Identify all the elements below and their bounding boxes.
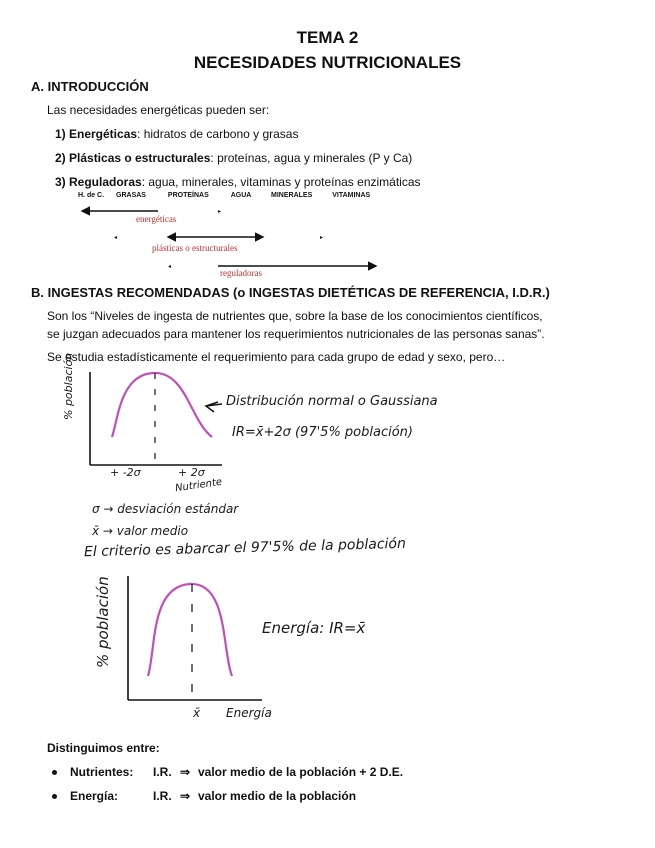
bullet-label: Energía: [70, 789, 119, 803]
graph1-annotation-gaussian: Distribución normal o Gaussiana [226, 394, 438, 409]
col-hdc: H. de C. [78, 192, 105, 199]
bullet-text: valor medio de la población [198, 789, 357, 803]
bullet-icon [52, 794, 57, 799]
implies-arrow-icon: ⇒ [180, 789, 191, 803]
title-line1: TEMA 2 [296, 28, 359, 47]
bullet-label: Nutrientes: [70, 765, 134, 779]
svg-text:▸: ▸ [218, 209, 222, 215]
item-text: : proteínas, agua y minerales (P y Ca) [210, 151, 413, 165]
title-line2: NECESIDADES NUTRICIONALES [193, 53, 462, 72]
statistics-text: Se estudia estadísticamente el requerimiento para cada grupo de edad y sexo, pero… [47, 350, 506, 364]
graph1-tick-right: + 2σ [178, 466, 205, 479]
graph2-curve [148, 584, 232, 676]
bullet-ir: I.R. [153, 765, 172, 779]
label-plasticas: plásticas o estructurales [152, 243, 238, 253]
item-label: 3) Reguladoras [55, 175, 142, 189]
graph2-ylabel: % población [94, 576, 112, 668]
col-agua: AGUA [230, 192, 252, 199]
list-item [52, 789, 612, 803]
note-sigma: σ → desviación estándar [92, 502, 239, 516]
definition-line2: se juzgan adecuados para mantener los requerimientos nutricionales de las personas sanas”. [47, 327, 545, 341]
svg-text:◂: ◂ [168, 264, 172, 270]
note-mean: x̄ → valor medio [92, 524, 189, 538]
col-grasas: GRASAS [116, 192, 146, 199]
section-a-intro: Las necesidades energéticas pueden ser: [47, 103, 270, 117]
section-b-heading: B. INGESTAS RECOMENDADAS (o INGESTAS DIETÉTICAS DE REFERENCIA, I.D.R.) [31, 285, 550, 300]
col-minerales: MINERALES [271, 192, 313, 199]
section-a-heading: A. INTRODUCCIÓN [31, 79, 149, 94]
label-energeticas: energéticas [136, 214, 177, 224]
item-text: : hidratos de carbono y grasas [137, 127, 299, 141]
graph1-annotation-ir: IR=x̄+2σ (97'5% población) [232, 425, 413, 440]
definition-line1: Son los “Niveles de ingesta de nutrientes que, sobre la base de los conocimientos científicos, [47, 309, 543, 323]
graph2-tick-mean: x̄ [193, 706, 201, 720]
graph1-ylabel: % población [62, 352, 75, 420]
svg-text:◂: ◂ [114, 235, 118, 241]
list-item [52, 765, 612, 779]
item-label: 2) Plásticas o estructurales [55, 151, 211, 165]
item-text: : agua, minerales, vitaminas y proteínas enzimáticas [141, 175, 421, 189]
item-label: 1) Energéticas [55, 127, 138, 141]
graph2-xlabel: Energía [226, 706, 272, 720]
graph2-annotation: Energía: IR=x̄ [262, 619, 366, 637]
bullet-text: valor medio de la población + 2 D.E. [198, 765, 404, 779]
col-vitaminas: VITAMINAS [332, 192, 371, 199]
graph1-tick-left: + -2σ [110, 466, 141, 479]
implies-arrow-icon: ⇒ [180, 765, 191, 779]
col-proteinas: PROTEÍNAS [167, 192, 209, 199]
bullet-icon [52, 770, 57, 775]
distinguish-heading: Distinguimos entre: [47, 741, 160, 755]
note-criterion: El criterio es abarcar el 97'5% de la población [83, 535, 407, 561]
graph1-xlabel: Nutriente [174, 476, 223, 495]
bullet-ir: I.R. [153, 789, 172, 803]
label-reguladoras: reguladoras [220, 268, 262, 278]
svg-text:▸: ▸ [320, 235, 324, 241]
